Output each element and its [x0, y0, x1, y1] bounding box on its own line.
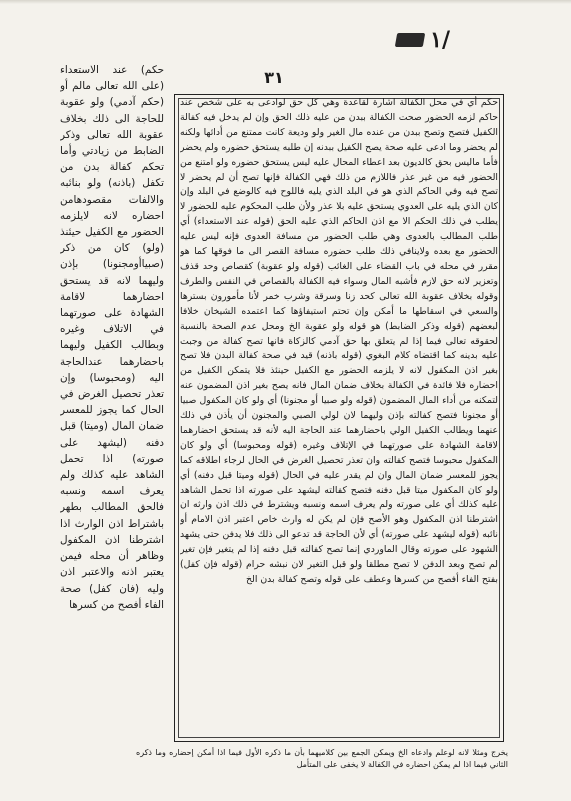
- page-number: ٣١: [264, 68, 284, 87]
- main-text-body: حكم أي في محل الكفالة اشارة لقاعدة وهي كل حق لوادعى به على شخص عند حاكم لزمه الحضور صحت الكفالة ببدن من عليه ذلك الحق وإن لم يدخل فيه كفالة الكفيل فتصح وتصح ببدن من عنده مال الغير ولو وديعة كانت ممتنع من أدائها ولكنه لم يحضر وما ادعى عليه صحة يصح الكفيل ببدنه إن طلبه يستحق حضوره ولم يحضر فأما ماليس بحق كالديون بعد اعطاء المحال عليه ليس يستحق حضوره ولو امتنع من الحضور فيه من غير عذر فاللازم من ذلك فهي الكفالة فإنها تصح أن لم يحضر لا تصح فيه وفي الحاكم الذي هو في البلد الذي يليه فاللوح فيه كالوضع في البلد وإن كان الذي يليه على العدوي يستحق عليه بلا عذر ولأن طلب المحكوم عليه للحضور لا يطلب في ذلك الحكم الا مع اذن الحاكم الذي عليه الحق (قوله عند الاستعداء) أي طلب المطالب بالعدوى وهي طلب الحضور من مسافة العدوى فإنه ليس عليه الحضور مع بعده ولاينافي ذلك طلب حضوره مسافة القصر الى ما فوقها كما هو مقرر في محله في باب القضاء على الغائب (قوله ولو عقوبة) كقصاص وحد قذف وتعزير لانه حق لازم فأشبه المال وسواء فيه الكفالة بالقصاص في النفس والطرف وقوله بخلاف عقوبة الله تعالى كحد زنا وسرقة وشرب خمر لأنا مأمورون بسترها والسعي في اسقاطها ما أمكن وإن تحتم استيفاؤها كما اعتمده الشيخان خلافا لبعضهم (قوله وذكر الضابط) هو قوله ولو عقوبة الخ ومحل عدم الصحة بالنسبة لحقوقه تعالى فيما إذا لم يتعلق بها حق آدمي كالزكاة فانها تصح كفالة من وجبت عليه بدينه كما اقتضاه كلام البغوي (قوله باذنه) قيد في صحة كفالة البدن فلا تصح بغير اذن المكفول لانه لا يلزمه الحضور مع الكفيل حينئذ فلا يتمكن الكفيل من احضاره فلا فائدة في الكفالة بخلاف ضمان المال فانه يصح بغير اذن المضمون عنه لتمكنه من أداء المال المضمون (قوله ولو صبيا أو مجنونا) أي ولو كان المكفول صبيا أو مجنونا فتصح كفالته بإذن وليهما لان لولي الصبي والمجنون أن يأذن في ذلك عنهما ويطالب الكفيل الولي باحضارهما عند الحاجة اليه لأنه قد يستحق احضارهما لاقامة الشهادة على صورتهما في الإتلاف وغيره (قوله ومحبوسا) أي ولو كان المكفول محبوسا فتصح كفالته وان تعذر تحصيل الغرض في الحال لرجاء اطلاقه كما يجوز للمعسر ضمان المال وان لم يقدر عليه في الحال (قوله وميتا قبل دفنه) أي ولو كان المكفول ميتا قبل دفنه فتصح كفالته ليشهد على صورته اذا تحمل الشاهد عليه كذلك أي على صورته ولم يعرف اسمه ونسبه ويشترط في ذلك اذن وارثه ان اشترطنا اذن المكفول وهو الأصح فإن لم يكن له وارث خاص اعتبر اذن الامام أو نائبه (قوله ليشهد على صورته) أي لأن الحاجة قد تدعو الى ذلك فلا يدفن حتى يشهد الشهود على صورته وقال الماوردي إنما تصح كفالته قبل دفنه إذا لم يتغير فإن تغير لم تصح وبعد الدفن لا تصح مطلقا ولو قبل التغير لان نبشه حرام (قوله فإن كفل) بفتح الفاء أفصح من كسرها وعطف على قوله وتصح كفالة بدن الخ: [180, 97, 498, 585]
- corner-mark: [370, 22, 450, 58]
- margin-commentary-text: حكم) عند الاستعداء (على الله تعالى مالم أو (حكم آدمي) ولو عقوبة للحاجة الى ذلك بخلاف عقوبة الله تعالى وذكر الضابط من زيادتي وأما تحكم كفالة بدن من تكفل (باذنه) ولو بنائبه والالفات مقصودهامن احضاره لانه لايلزمه الحضور مع الكفيل حيئنذ (ولو) كان من ذكر (صبياأومجنونا) بإذن وليهما لانه قد يستحق احضارهما لاقامة الشهادة على صورتهما في الاتلاف وغيره وبطالب الكفيل وليهما باحضارهما عندالحاجة اليه (ومحبوسا) وإن تعذر تحصيل الغرض في الحال كما يجوز للمعسر ضمان المال (وميتا) قبل دفنه (ليشهد على صورته) اذا تحمل الشاهد عليه كذلك ولم يعرف اسمه ونسبه فالحق المطالب بطهر باشتراط اذن الوارث اذا اشترطنا اذن المكفول وظاهر أن محله فيمن يعتبر اذنه والاعتبر اذن وليه (فان كفل) صحة الفاء أفصح من كسرها: [60, 64, 164, 611]
- ink-stamp-icon: [395, 33, 425, 47]
- footnote: [136, 747, 508, 781]
- corner-mark-text: ١/: [430, 27, 450, 53]
- footnote-text: يخرج ومثلا لانه لوعلم وادعاه الخ ويمكن الجمع بين كلاميهما بأن ما ذكره الأول فيما اذا أمكن إحضاره وما ذكره الثاني فيما اذا لم يمكن احضاره في الكفالة لا يخفى على المتأمل: [136, 748, 508, 769]
- margin-commentary: [60, 62, 164, 762]
- scan-edge: [0, 0, 571, 4]
- main-text-block: [180, 96, 498, 736]
